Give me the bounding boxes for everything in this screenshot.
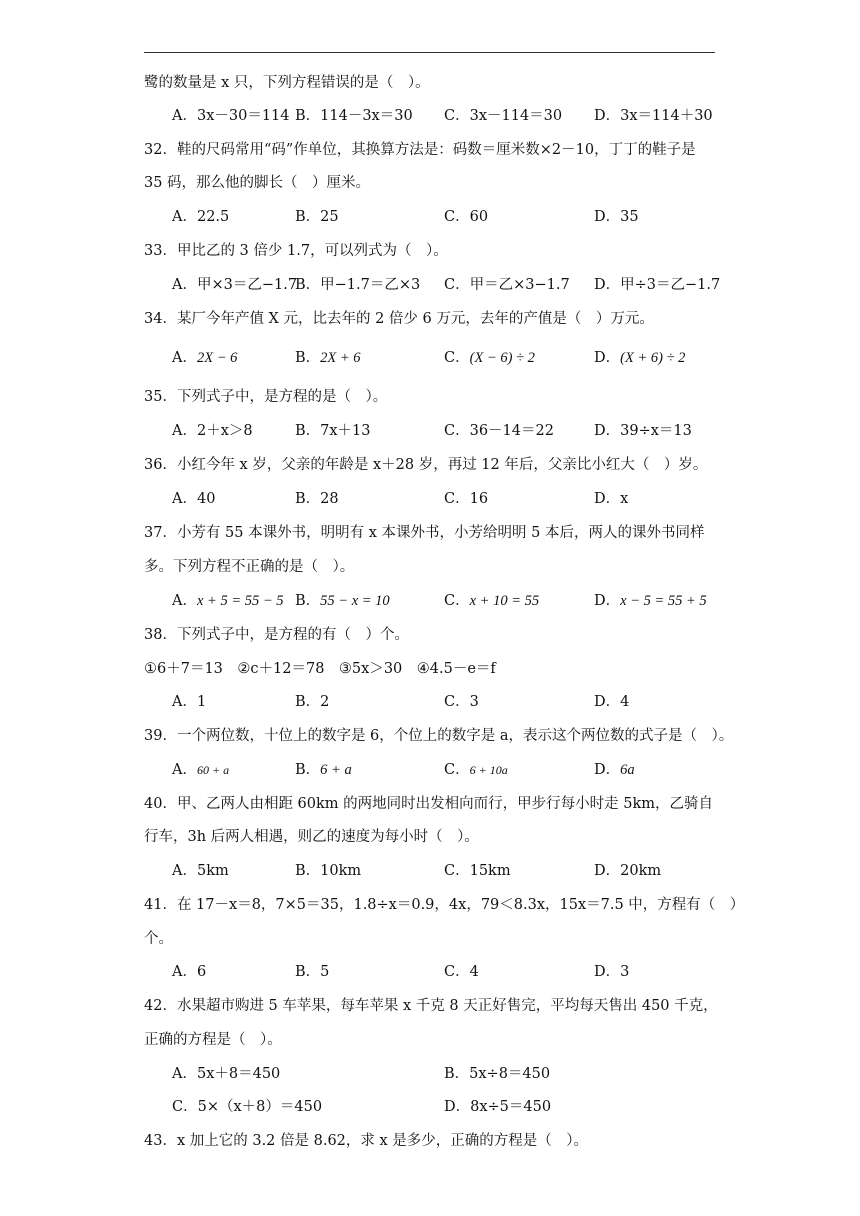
q31-stem: 鹭的数量是 x 只，下列方程错误的是（ ）。: [144, 75, 430, 91]
q35-option-b[interactable]: B．7x＋13: [295, 423, 371, 439]
q42-option-d[interactable]: D．8x÷5＝450: [444, 1099, 552, 1115]
formula: x + 5 = 55 − 5: [196, 593, 284, 609]
header-rule: [144, 52, 715, 53]
q33-option-d[interactable]: D．甲÷3＝乙−1.7: [594, 277, 721, 293]
q31-option-a[interactable]: A．3x－30＝114: [172, 108, 290, 124]
q42-option-c[interactable]: C．5×（x＋8）＝450: [172, 1099, 323, 1115]
q32-option-d[interactable]: D．35: [594, 209, 639, 225]
option-label: D．: [594, 593, 621, 609]
option-label: C．: [444, 593, 470, 609]
formula: x − 5 = 55 + 5: [620, 593, 707, 609]
q37-stem-line2: 多。下列方程不正确的是（ ）。: [144, 559, 355, 575]
formula: (X − 6) ÷ 2: [469, 350, 535, 366]
q34-option-c[interactable]: [444, 348, 535, 368]
q42-stem-line1: 42．水果超市购进 5 车苹果，每车苹果 x 千克 8 天正好售完，平均每天售出 450 千克，: [144, 998, 718, 1014]
formula: 6 + 10a: [469, 763, 508, 777]
formula: (X + 6) ÷ 2: [620, 350, 686, 366]
q36-option-c[interactable]: C．16: [444, 491, 489, 507]
option-label: B．: [295, 593, 321, 609]
option-label: D．: [594, 350, 621, 366]
formula: 2X + 6: [320, 350, 361, 366]
option-label: A．: [172, 762, 197, 778]
q36-option-b[interactable]: B．28: [295, 491, 339, 507]
q41-option-d[interactable]: D．3: [594, 964, 630, 980]
option-label: C．: [444, 350, 470, 366]
q41-option-a[interactable]: A．6: [172, 964, 207, 980]
q34-option-a[interactable]: [172, 348, 237, 368]
q32-options: [172, 207, 732, 227]
q31-option-b[interactable]: B．114－3x＝30: [295, 108, 413, 124]
q35-options: [172, 421, 732, 441]
option-label: A．: [172, 593, 197, 609]
option-label: D．: [594, 762, 621, 778]
q34-options: [172, 348, 732, 368]
option-label: B．: [295, 762, 321, 778]
q31-options: [172, 106, 732, 126]
q33-option-c[interactable]: C．甲＝乙×3−1.7: [444, 277, 570, 293]
q33-option-a[interactable]: A．甲×3＝乙−1.7: [172, 277, 298, 293]
q38-option-b[interactable]: B．2: [295, 694, 330, 710]
q32-stem-line1: 32．鞋的尺码常用“码”作单位，其换算方法是：码数＝厘米数×2－10，丁丁的鞋子是: [144, 142, 696, 158]
q41-option-b[interactable]: B．5: [295, 964, 330, 980]
option-label: C．: [444, 762, 470, 778]
q37-stem-line1: 37．小芳有 55 本课外书，明明有 x 本课外书，小芳给明明 5 本后，两人的课外书同样: [144, 525, 705, 541]
q34-option-b[interactable]: [295, 348, 361, 368]
q39-options: [172, 760, 732, 780]
q41-stem-line1: 41．在 17－x＝8，7×5＝35，1.8÷x＝0.9，4x，79＜8.3x，15x＝7.5 中，方程有（ ）: [144, 897, 745, 913]
q35-option-c[interactable]: C．36－14＝22: [444, 423, 554, 439]
formula: x + 10 = 55: [469, 593, 540, 609]
q32-option-a[interactable]: A．22.5: [172, 209, 230, 225]
q33-options: [172, 275, 732, 295]
q42-stem-line2: 正确的方程是（ ）。: [144, 1032, 282, 1048]
q36-stem: 36．小红今年 x 岁，父亲的年龄是 x＋28 岁，再过 12 年后，父亲比小红大（ ）岁。: [144, 457, 708, 473]
q31-option-c[interactable]: C．3x－114＝30: [444, 108, 563, 124]
option-label: A．: [172, 350, 197, 366]
q40-option-b[interactable]: B．10km: [295, 863, 362, 879]
q35-option-a[interactable]: A．2＋x＞8: [172, 423, 253, 439]
q33-option-b[interactable]: B．甲−1.7＝乙×3: [295, 277, 421, 293]
q32-option-c[interactable]: C．60: [444, 209, 489, 225]
q40-option-c[interactable]: C．15km: [444, 863, 511, 879]
option-label: B．: [295, 350, 321, 366]
q37-option-a[interactable]: [172, 591, 284, 611]
q39-option-a[interactable]: [172, 760, 229, 780]
q35-option-d[interactable]: D．39÷x＝13: [594, 423, 692, 439]
q41-options: [172, 962, 732, 982]
q38-option-d[interactable]: D．4: [594, 694, 630, 710]
q42-options-row2: [172, 1097, 732, 1117]
q38-option-a[interactable]: A．1: [172, 694, 207, 710]
formula: 6a: [620, 762, 635, 778]
q39-option-b[interactable]: [295, 760, 352, 780]
q36-option-d[interactable]: D．x: [594, 491, 629, 507]
formula: 60 + a: [196, 763, 230, 777]
q38-expressions: ①6＋7＝13 ②c＋12＝78 ③5x＞30 ④4.5－e＝f: [144, 661, 496, 677]
q37-option-d[interactable]: [594, 591, 707, 611]
q42-option-b[interactable]: B．5x÷8＝450: [444, 1066, 551, 1082]
q33-stem: 33．甲比乙的 3 倍少 1.7，可以列式为（ ）。: [144, 243, 448, 259]
q40-stem-line1: 40．甲、乙两人由相距 60km 的两地同时出发相向而行，甲步行每小时走 5km，乙骑自: [144, 796, 714, 812]
q37-option-b[interactable]: [295, 591, 390, 611]
q40-option-d[interactable]: D．20km: [594, 863, 662, 879]
q32-stem-line2: 35 码，那么他的脚长（ ）厘米。: [144, 175, 371, 191]
q40-options: [172, 861, 732, 881]
formula: 2X − 6: [196, 350, 238, 366]
formula: 6 + a: [320, 762, 352, 778]
q32-option-b[interactable]: B．25: [295, 209, 339, 225]
q37-options: [172, 591, 732, 611]
q43-stem: 43．x 加上它的 3.2 倍是 8.62，求 x 是多少，正确的方程是（ ）。: [144, 1133, 589, 1149]
q34-option-d[interactable]: [594, 348, 685, 368]
q31-option-d[interactable]: D．3x＝114＋30: [594, 108, 713, 124]
q39-option-d[interactable]: [594, 760, 635, 780]
q41-stem-line2: 个。: [144, 931, 173, 947]
q37-option-c[interactable]: [444, 591, 539, 611]
q42-option-a[interactable]: A．5x＋8＝450: [172, 1066, 281, 1082]
q39-option-c[interactable]: [444, 760, 508, 780]
q35-stem: 35．下列式子中，是方程的是（ ）。: [144, 389, 388, 405]
formula: 55 − x = 10: [320, 593, 390, 609]
q36-option-a[interactable]: A．40: [172, 491, 216, 507]
q41-option-c[interactable]: C．4: [444, 964, 479, 980]
q38-option-c[interactable]: C．3: [444, 694, 479, 710]
q38-stem: 38．下列式子中，是方程的有（ ）个。: [144, 627, 409, 643]
q34-stem: 34．某厂今年产值 X 元，比去年的 2 倍少 6 万元，去年的产值是（ ）万元。: [144, 311, 654, 327]
q40-stem-line2: 行车，3h 后两人相遇，则乙的速度为每小时（ ）。: [144, 829, 479, 845]
q42-options-row1: [172, 1064, 732, 1084]
q39-stem: 39．一个两位数，十位上的数字是 6，个位上的数字是 a，表示这个两位数的式子是（ ）。: [144, 728, 734, 744]
q36-options: [172, 489, 732, 509]
q38-options: [172, 692, 732, 712]
q40-option-a[interactable]: A．5km: [172, 863, 229, 879]
